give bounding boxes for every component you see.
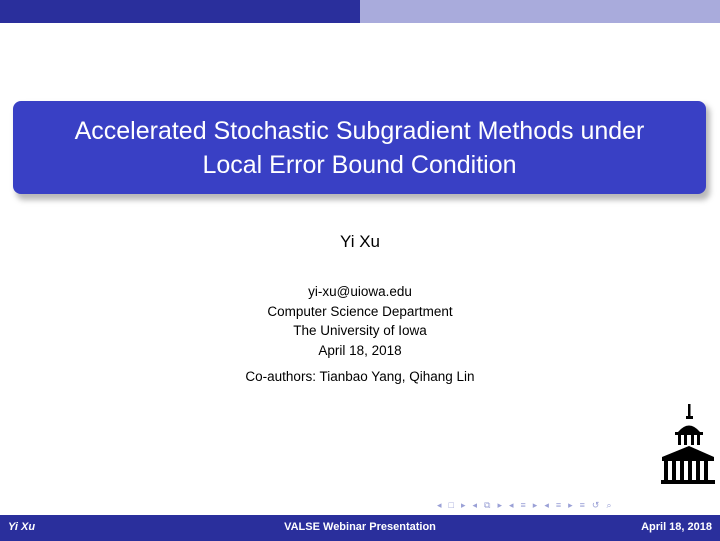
nav-subsection-next-icon[interactable]: ▸: [497, 499, 502, 510]
university-logo-icon: [658, 402, 716, 484]
top-progress-bar: [0, 0, 720, 23]
title-line-1: Accelerated Stochastic Subgradient Methods under: [74, 116, 645, 145]
beamer-navigation-bar: [437, 497, 612, 513]
footer-author: Yi Xu: [8, 521, 36, 533]
nav-back-icon[interactable]: ≡: [579, 500, 585, 510]
nav-section-prev-icon[interactable]: ◂: [509, 499, 514, 510]
nav-section-icon[interactable]: ≡: [520, 500, 526, 510]
nav-doc-prev-icon[interactable]: ◂: [544, 499, 549, 510]
footer-date: April 18, 2018: [641, 521, 712, 533]
nav-search-icon[interactable]: ⌕: [606, 499, 612, 510]
nav-undo-icon[interactable]: ↺: [591, 499, 600, 510]
nav-frame-icon[interactable]: □: [448, 500, 454, 510]
nav-doc-icon[interactable]: ≡: [555, 500, 562, 510]
nav-section-next-icon[interactable]: ▸: [532, 499, 538, 510]
slide-title: [75, 114, 645, 182]
title-box: [13, 101, 706, 194]
nav-frame-prev-icon[interactable]: ◂: [437, 499, 442, 510]
presentation-date: April 18, 2018: [318, 342, 402, 358]
footer-bar: [0, 515, 720, 541]
author-department: Computer Science Department: [267, 303, 453, 319]
nav-subsection-icon[interactable]: ⧉: [484, 499, 491, 510]
top-bar-section-2: [360, 0, 720, 23]
footer-event: VALSE Webinar Presentation: [284, 521, 436, 533]
nav-doc-next-icon[interactable]: ▸: [568, 499, 573, 510]
author-university: The University of Iowa: [293, 323, 427, 338]
author-info: [0, 282, 720, 360]
nav-frame-next-icon[interactable]: ▸: [460, 499, 466, 510]
title-line-2: Local Error Bound Condition: [202, 150, 517, 179]
coauthors: Co-authors: Tianbao Yang, Qihang Lin: [245, 369, 475, 384]
top-bar-section-1: [0, 0, 360, 23]
nav-subsection-prev-icon[interactable]: ◂: [472, 499, 478, 510]
author-email: yi-xu@uiowa.edu: [308, 284, 412, 299]
author-name: Yi Xu: [339, 232, 380, 251]
